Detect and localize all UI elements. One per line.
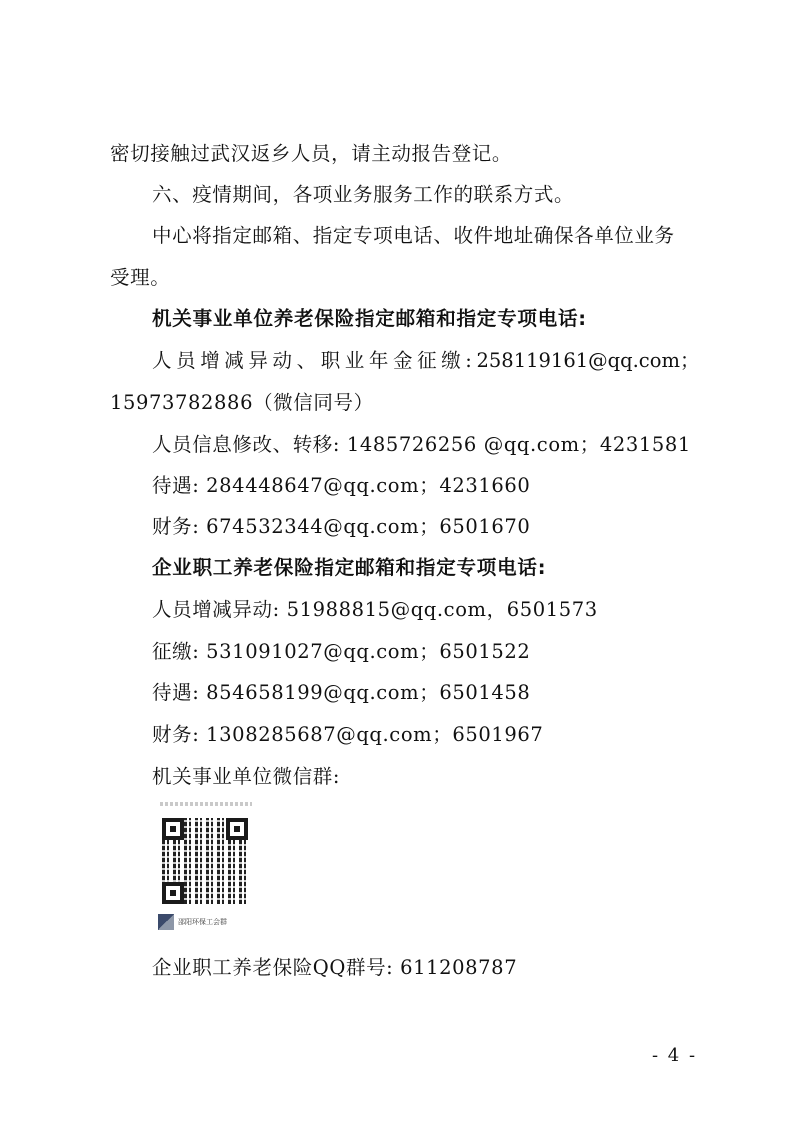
contact-line-info-transfer: 人员信息修改、转移: 1485726256 @qq.com；4231581 [152,433,691,456]
section-heading: 六、疫情期间，各项业务服务工作的联系方式。 [152,183,575,206]
paragraph-line: 受理。 [110,266,171,289]
qr-code-icon [162,818,248,904]
wechat-qr-card [152,798,256,938]
contact-line-collection: 征缴: 531091027@qq.com；6501522 [152,640,531,663]
page-number: - 4 - [652,1045,698,1066]
contact-line-finance: 财务: 1308285687@qq.com；6501967 [152,723,544,746]
qr-group-info [158,914,254,930]
qq-group-line: 企业职工养老保险QQ群号: 611208787 [152,956,518,979]
contact-label: 人员增减异动、职业年金征缴: [152,349,477,372]
contact-line-benefits: 待遇: 854658199@qq.com；6501458 [152,681,531,704]
contact-phone: 15973782886（微信同号） [110,391,374,414]
group-name: 邵阳环保工会群 [178,918,227,926]
subsection-heading-institution: 机关事业单位养老保险指定邮箱和指定专项电话: [152,307,587,330]
qr-finder-pattern [162,882,184,904]
contact-line-benefits: 待遇: 284448647@qq.com；4231660 [152,474,531,497]
paragraph-line: 中心将指定邮箱、指定专项电话、收件地址确保各单位业务 [152,224,675,247]
contact-email: 258119161@qq.com； [476,349,700,372]
paragraph-line: 密切接触过武汉返乡人员，请主动报告登记。 [110,142,513,165]
group-avatar [158,914,174,930]
qr-caption-text [160,802,252,806]
subsection-heading-enterprise: 企业职工养老保险指定邮箱和指定专项电话: [152,556,547,579]
qr-finder-pattern [226,818,248,840]
wechat-group-label: 机关事业单位微信群: [152,765,341,788]
qr-finder-pattern [162,818,184,840]
contact-line-personnel-change [152,347,700,375]
contact-line-finance: 财务: 674532344@qq.com；6501670 [152,515,531,538]
contact-line-personnel-change: 人员增减异动: 51988815@qq.com，6501573 [152,598,598,621]
